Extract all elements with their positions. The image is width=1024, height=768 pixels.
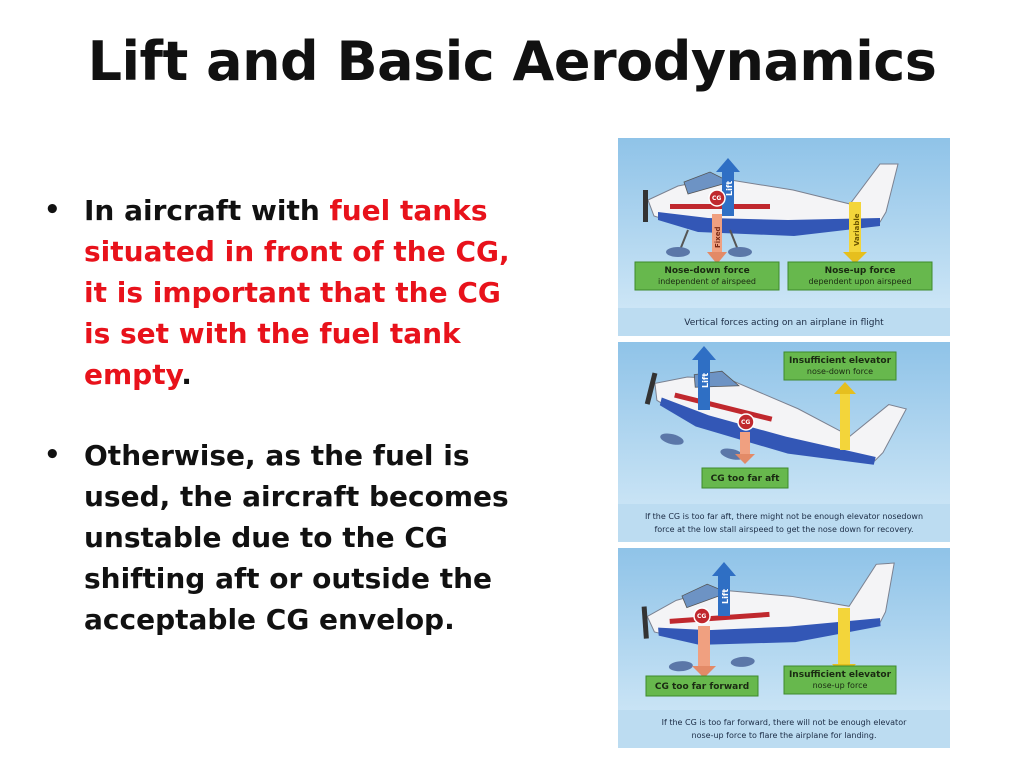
panel-1-lift-label: Lift <box>725 180 734 196</box>
panel-3-cg-box: CG too far forward <box>654 682 750 692</box>
panel-2-caption-line-1: If the CG is too far aft, there might not be enough elevator nosedown <box>644 512 924 521</box>
panel-cg-too-far-forward <box>618 542 950 748</box>
panel-2-lift-label: Lift <box>701 372 710 388</box>
aircraft-forces-figure <box>618 138 950 748</box>
panel-2-caption-line-2: force at the low stall airspeed to get the nose down for recovery. <box>654 525 914 534</box>
panel-3-caption-line-1: If the CG is too far forward, there will not be enough elevator <box>661 718 907 727</box>
down-arrow-icon <box>740 432 750 454</box>
panel-1-fixed-label: Fixed <box>714 226 722 248</box>
panel-2-caption-bar <box>618 504 950 542</box>
panel-3-cg-label: CG <box>697 613 707 620</box>
bullet-2-text: Otherwise, as the fuel is used, the aircraft becomes unstable due to the CG shifting aft or outside the acceptable CG envelop. <box>84 439 509 636</box>
panel-3-caption-line-2: nose-up force to flare the airplane for landing. <box>691 731 877 740</box>
panel-3-lift-label: Lift <box>721 588 730 604</box>
bullet-list <box>44 190 524 680</box>
panel-1-sky <box>618 138 950 336</box>
panel-1-variable-label: Variable <box>853 213 861 246</box>
panel-1-box-right-title: Nose-up force <box>824 266 896 276</box>
panel-1-box-left-sub: independent of airspeed <box>658 277 756 286</box>
bullet-1-highlight: fuel tanks situated in front of the CG, it is important that the CG is set with the fuel tank empty <box>84 194 510 391</box>
panel-1-caption: Vertical forces acting on an airplane in flight <box>684 318 884 328</box>
panel-3-caption-bar <box>618 710 950 748</box>
panel-3-elev-sub: nose-up force <box>812 681 868 690</box>
bullet-1-text: In aircraft with <box>84 194 330 227</box>
slide-title: Lift and Basic Aerodynamics <box>87 30 937 93</box>
panel-2-elev-title: Insufficient elevator <box>788 356 892 366</box>
panel-cg-too-far-aft <box>618 336 950 542</box>
elevator-arrow-icon <box>838 608 850 664</box>
panel-1-box-right-sub: dependent upon airspeed <box>808 277 912 286</box>
panel-2-cg-box: CG too far aft <box>710 474 780 484</box>
panel-3-elev-title: Insufficient elevator <box>788 670 892 680</box>
bullet-1-end: . <box>181 358 192 391</box>
panel-1-cg-label: CG <box>712 195 722 202</box>
panel-2-cg-label: CG <box>741 419 751 426</box>
down-arrow-icon <box>698 626 710 666</box>
bullet-item-2 <box>44 435 524 640</box>
bullet-item-1 <box>44 190 524 395</box>
panel-2-elev-sub: nose-down force <box>806 367 874 376</box>
panel-vertical-forces <box>618 138 950 336</box>
elevator-arrow-icon <box>840 394 850 450</box>
panel-1-box-left-title: Nose-down force <box>664 266 750 276</box>
